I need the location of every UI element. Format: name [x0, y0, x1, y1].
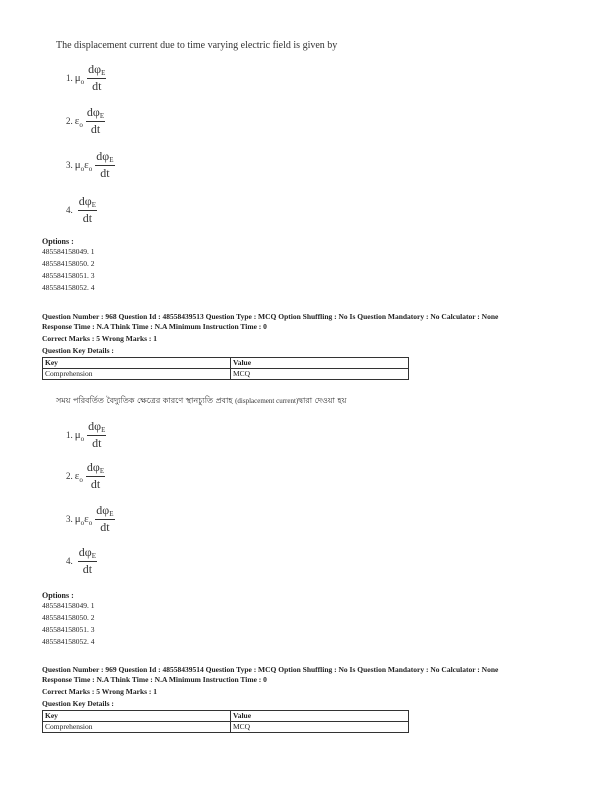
meta-line-2: Response Time : N.A Think Time : N.A Minimum Instruction Time : 0: [42, 675, 267, 684]
table-cell: MCQ: [231, 722, 409, 733]
fraction: $\frac{\text{dφE}}{dt}$: [96, 503, 114, 534]
statement-bengali-part-2: দ্বারা দেওয়া হয়: [298, 396, 347, 405]
statement-bengali-part-1: সময় পরিবর্তিত বৈদ্যুতিক ক্ষেত্রের কারণে স্থানচ্যুতি প্রবাহ: [56, 396, 233, 405]
question-statement-bengali: [56, 395, 346, 408]
option-id-1: 485584158049. 1: [42, 247, 95, 256]
options-list: [42, 591, 95, 648]
meta-line-1: Question Number : 968 Question Id : 48558439513 Question Type : MCQ Option Shuffling : No Is Question Mandatory : No Calculator : None: [42, 312, 499, 321]
table-cell: Comprehension: [43, 369, 231, 380]
table-header-value: Value: [231, 711, 409, 722]
table-header-key: Key: [43, 711, 231, 722]
formula-option-4: [66, 195, 97, 225]
formula-number: 3.: [66, 514, 73, 524]
options-title: Options :: [42, 591, 74, 600]
formula-number: 1.: [66, 73, 73, 83]
table-header-value: Value: [231, 358, 409, 369]
fraction: $\frac{\text{dφE}}{dt}$: [78, 545, 96, 576]
statement-english-part: (displacement current): [235, 397, 299, 405]
table-cell: MCQ: [231, 369, 409, 380]
formula-prefix: $\varepsilon_o$: [74, 115, 83, 129]
fraction: $\frac{\text{dφE}}{dt}$: [86, 105, 105, 136]
formula-option-3: [66, 504, 115, 534]
fraction: $\frac{\text{dφE}}{dt}$: [86, 460, 105, 491]
option-id-3: 485584158051. 3: [42, 271, 95, 280]
question-key-table: [42, 357, 409, 380]
fraction: $\frac{\text{dφE}}{dt}$: [78, 194, 96, 225]
option-id-4: 485584158052. 4: [42, 283, 95, 292]
formula-option-2: [66, 106, 105, 136]
meta-line-3: Correct Marks : 5 Wrong Marks : 1: [42, 334, 158, 343]
fraction: $\frac{\text{dφE}}{dt}$: [88, 419, 106, 450]
formula-prefix: $\mu_o$: [74, 429, 85, 443]
table-row: [43, 722, 409, 733]
meta-line-4: Question Key Details :: [42, 346, 114, 355]
formula-option-1: [66, 420, 106, 450]
question-key-table: [42, 710, 409, 733]
meta-line-1: Question Number : 969 Question Id : 48558439514 Question Type : MCQ Option Shuffling : No Is Question Mandatory : No Calculator : None: [42, 665, 499, 674]
option-id-3: 485584158051. 3: [42, 625, 95, 634]
table-row: [43, 711, 409, 722]
table-row: [43, 369, 409, 380]
option-id-2: 485584158050. 2: [42, 613, 95, 622]
formula-prefix: $\mu_o\varepsilon_o$: [74, 513, 93, 527]
formula-prefix: $\mu_o$: [74, 72, 85, 86]
meta-line-2: Response Time : N.A Think Time : N.A Minimum Instruction Time : 0: [42, 322, 267, 331]
fraction: $\frac{\text{dφE}}{dt}$: [96, 149, 114, 180]
formula-number: 4.: [66, 556, 73, 566]
options-list: [42, 237, 95, 294]
table-row: [43, 358, 409, 369]
formula-option-1: [66, 63, 106, 93]
table-header-key: Key: [43, 358, 231, 369]
meta-line-3: Correct Marks : 5 Wrong Marks : 1: [42, 687, 158, 696]
formula-number: 1.: [66, 430, 73, 440]
formula-option-2: [66, 461, 105, 491]
formula-prefix: $\mu_o\varepsilon_o$: [74, 159, 93, 173]
question-meta: [42, 665, 498, 709]
formula-option-4: [66, 546, 97, 576]
option-id-4: 485584158052. 4: [42, 637, 95, 646]
option-id-2: 485584158050. 2: [42, 259, 95, 268]
formula-prefix: $\varepsilon_o$: [74, 470, 83, 484]
question-meta: [42, 312, 498, 356]
question-statement-english: The displacement current due to time varying electric field is given by: [56, 40, 338, 51]
table-cell: Comprehension: [43, 722, 231, 733]
formula-number: 2.: [66, 116, 73, 126]
options-title: Options :: [42, 237, 74, 246]
meta-line-4: Question Key Details :: [42, 699, 114, 708]
option-id-1: 485584158049. 1: [42, 601, 95, 610]
formula-number: 2.: [66, 471, 73, 481]
formula-option-3: [66, 150, 115, 180]
formula-number: 3.: [66, 160, 73, 170]
formula-number: 4.: [66, 205, 73, 215]
fraction: $\frac{\text{dφE}}{dt}$: [88, 62, 106, 93]
